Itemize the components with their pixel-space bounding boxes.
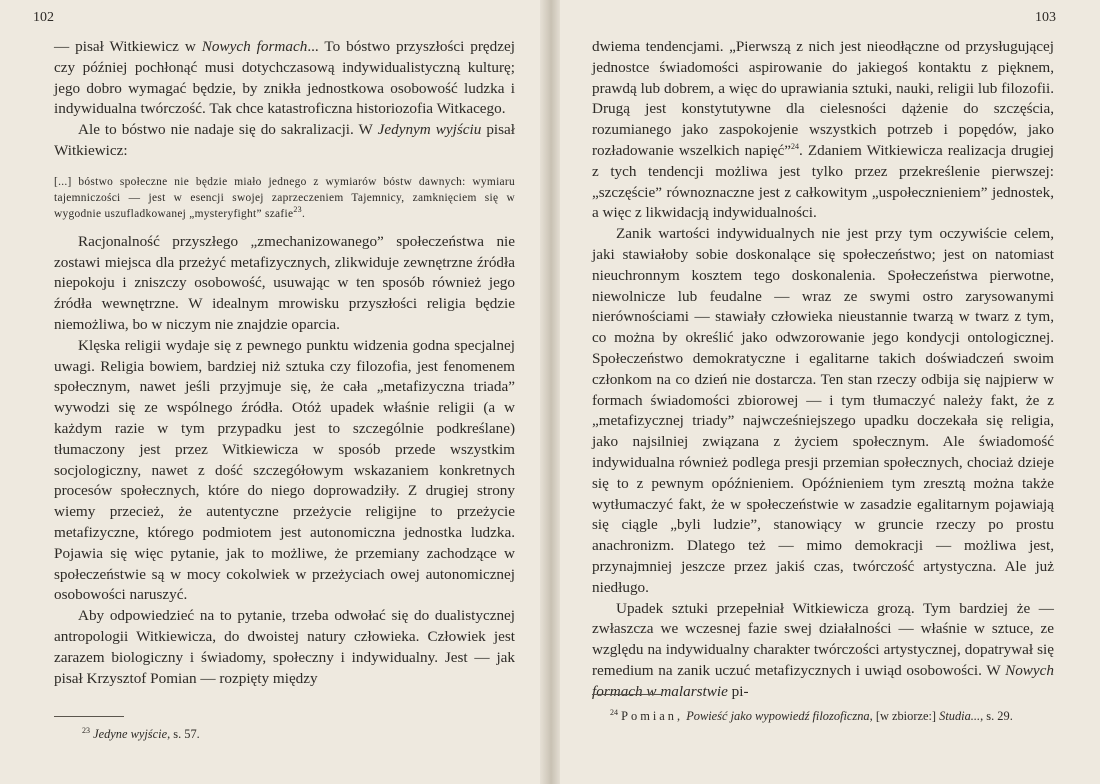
footnote-ref: 24 xyxy=(791,141,799,151)
paragraph: Racjonalność przyszłego „zmechanizowanego” społeczeństwa nie zostawi miejsca dla przeżyć metafizycznych, zlikwiduje zewnętrzne źródła niepokoju i zniszczy osobowość, usuwając w ten sposób również jego źródła wewnętrzne. W idealnym mrowisku przyszłości religia będzie niemożliwa, bo w niczym nie znajdzie oparcia. xyxy=(54,232,515,333)
paragraph: dwiema tendencjami. „Pierwszą z nich jest nieodłączne od przysługującej jednostce świadomości aspirowanie do jakiegoś kontaktu z pięknem, prawdą lub dobrem, a więc do uprawiania sztuki, nauki, religii lub filozofii. Drugą jest konstytutywne dla cielesności dążenie do szczęścia, rozumianego jako zaspokojenie wszystkich potrzeb i popędów, jako rozładowanie wszelkich napięć”$^{24}$. Zdaniem Witkiewicza realizacja drugiej z tych tendencji możliwa jest tylko przez przekreślenie pierwszej: „szczęście” równoznaczne jest z całkowitym „uspołecznieniem” jednostek, a więc z likwidacją indywidualności. xyxy=(592,38,1054,222)
block-quote: [...] bóstwo społeczne nie będzie miało jednego z wymiarów bóstw dawnych: wymiaru tajemniczości — jest w esencji swojej zaprzeczeniem Tajemnicy, zamknięciem się w wygodnie uszufladkowanej „mysteryfight” szafie$^{23}$. xyxy=(54,175,515,220)
right-body-text xyxy=(592,37,1054,703)
book-gutter xyxy=(540,0,560,784)
right-page xyxy=(552,0,1100,784)
paragraph: Zanik wartości indywidualnych nie jest przy tym oczywiście celem, jaki stawiałoby sobie doskonalące się społeczeństwo; jest on natomiast nieuchronnym kosztem tego doskonalenia. Społeczeństwa pierwotne, niewolnicze lub feudalne — wraz ze swymi ostro zarysowanymi nierównościami — stawiały człowieka nieustannie twarzą w twarz z tym, co można by określić jako odwzorowanie jego kondycji ontologicznej. Społeczeństwo demokratyczne i egalitarne takich doświadczeń swoim członkom na co dzień nie dostarcza. Ten stan rzeczy odbija się najpierw w formach świadomości zbiorowej — i tym tłumaczyć należy fakt, że z „metafizycznej triady” najwcześniejszego upadku doczekała się religia, jako najsilniej związana z życiem społecznym. Ale świadomość indywidualna również podlega presji przemian społecznych, chociaż dzieje się to z pewnym opóźnieniem. Opóźnieniem tym zresztą można także wytłumaczyć fakt, że w społeczeństwie w zasadzie egalitarnym pojawiają się ciągle „byli ludzie”, stanowiący w gruncie rzeczy po prostu anachronizm. Dlatego też — mimo demokracji — możliwa jest, przynajmniej jeszcze przez jakiś czas, twórczość artystyczna. Ale już niedługo. xyxy=(592,225,1054,596)
footnote: $^{24}$ Pomian, Powieść jako wypowiedź filozoficzna, [w zbiorze:] Studia..., s. 29. xyxy=(610,707,1013,723)
left-body-text xyxy=(54,37,515,689)
left-page xyxy=(0,0,548,784)
footnote: $^{23}$ Jedyne wyjście, s. 57. xyxy=(82,725,200,741)
paragraph: Upadek sztuki przepełniał Witkiewicza grozą. Tym bardziej że — zwłaszcza we wczesnej fazie swej działalności — właśnie w sztuce, ze względu na indywidualny charakter twórczości artystycznej, dopatrywał się remedium na zanik uczuć metafizycznych i uwiąd osobowości. W Nowych formach w malarstwie pi- xyxy=(592,599,1054,700)
paragraph: — pisał Witkiewicz w Nowych formach... To bóstwo przyszłości prędzej czy później pochłonąć musi dotychczasową indywidualistyczną kulturę; jego dobro wymagać będzie, by znikła jednostkowa osobowość ludzka i indywidualna twórczość. Tak chce katastroficzna historiozofia Witkacego. xyxy=(54,38,515,118)
paragraph: Ale to bóstwo nie nadaje się do sakralizacji. W Jedynym wyjściu pisał Witkiewicz: xyxy=(54,121,515,159)
paragraph: Aby odpowiedzieć na to pytanie, trzeba odwołać się do dualistycznej antropologii Witkiewicza, do dwoistej natury człowieka. Człowiek jest zarazem biologiczny i świadomy, społeczny i indywidualny. Jest — jak pisał Krzysztof Pomian — rozpięty między xyxy=(54,607,515,687)
paragraph: Klęska religii wydaje się z pewnego punktu widzenia godna specjalnej uwagi. Religia bowiem, bardziej niż sztuka czy filozofia, jest fenomenem społecznym, nawet jeśli przyjmuje się, że cała „metafizyczna triada” wywodzi się ze wspólnego źródła. Otóż upadek właśnie religii (a w każdym razie w tym przypadku jest to szczególnie podkreślane) tłumaczony jest przez Witkiewicza w sposób przede wszystkim socjologiczny, nawet z dość szczegółowym wskazaniem konkretnych procesów społecznych, które do niego doprowadziły. Z drugiej strony wiemy przecież, że autentyczne przeżycie religijne to przeżycie metafizyczne, którego podmiotem jest autonomiczna jednostka ludzka. Pojawia się więc pytanie, jak to możliwe, że przemiany zachodzące w społeczeństwie są w mocy cokolwiek w przeżyciach owej autonomicznej osobowości naruszyć. xyxy=(54,336,515,604)
footnote-rule xyxy=(54,716,124,717)
footnote-rule xyxy=(592,694,662,695)
footnote-ref: 23 xyxy=(293,204,302,214)
page-number: 103 xyxy=(1035,10,1056,25)
page-number: 102 xyxy=(33,10,54,25)
